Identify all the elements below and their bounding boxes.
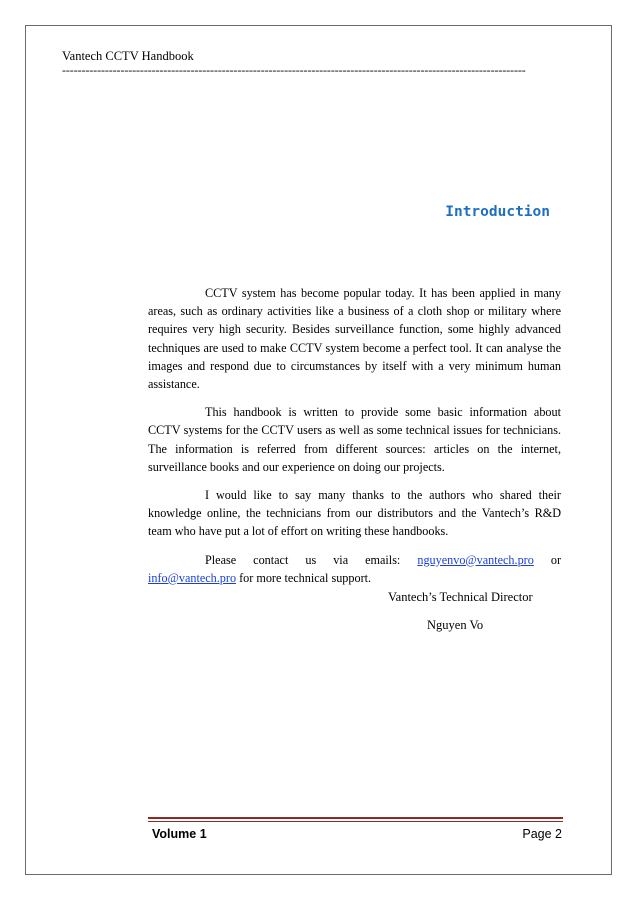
email-link-nguyenvo[interactable]: nguyenvo@vantech.pro	[417, 552, 534, 567]
paragraph-1: CCTV system has become popular today. It has been applied in many areas, such as ordinary activities like a business of a cloth shop or military where requires very high security. Besides surveillance function, some highly advanced techniques are used to make CCTV system become a perfect tool. It can analyse the images and respond due to circumstances by itself with a very minimum human assistance.	[148, 286, 561, 392]
body-text	[148, 284, 561, 597]
running-header: Vantech CCTV Handbook	[62, 49, 194, 63]
paragraph-4	[148, 551, 561, 587]
footer-volume: Volume 1	[152, 827, 207, 841]
email-link-info[interactable]: info@vantech.pro	[148, 570, 237, 585]
header-dashed-rule: -----------------------------------------------------------------------------------------------------------------------	[62, 63, 526, 77]
footer-rule-thin	[148, 821, 563, 822]
contact-prefix: Please contact us via emails:	[205, 552, 418, 567]
paragraph-3: I would like to say many thanks to the authors who shared their knowledge online, the technicians from our distributors and the Vantech’s R&D team who have put a lot of effort on writing these handbooks.	[148, 488, 561, 539]
contact-or: or	[533, 552, 561, 567]
footer-page-number: Page 2	[522, 827, 562, 841]
page-heading: Introduction	[445, 204, 550, 220]
signature-name: Nguyen Vo	[427, 618, 484, 632]
contact-suffix: for more technical support.	[236, 570, 372, 585]
signature-title: Vantech’s Technical Director	[388, 590, 533, 604]
footer-rule	[148, 817, 563, 819]
paragraph-2: This handbook is written to provide some basic information about CCTV systems for the CCTV users as well as some technical issues for technicians. The information is referred from different sources: articles on the internet, surveillance books and our experience on doing our projects.	[148, 405, 561, 474]
